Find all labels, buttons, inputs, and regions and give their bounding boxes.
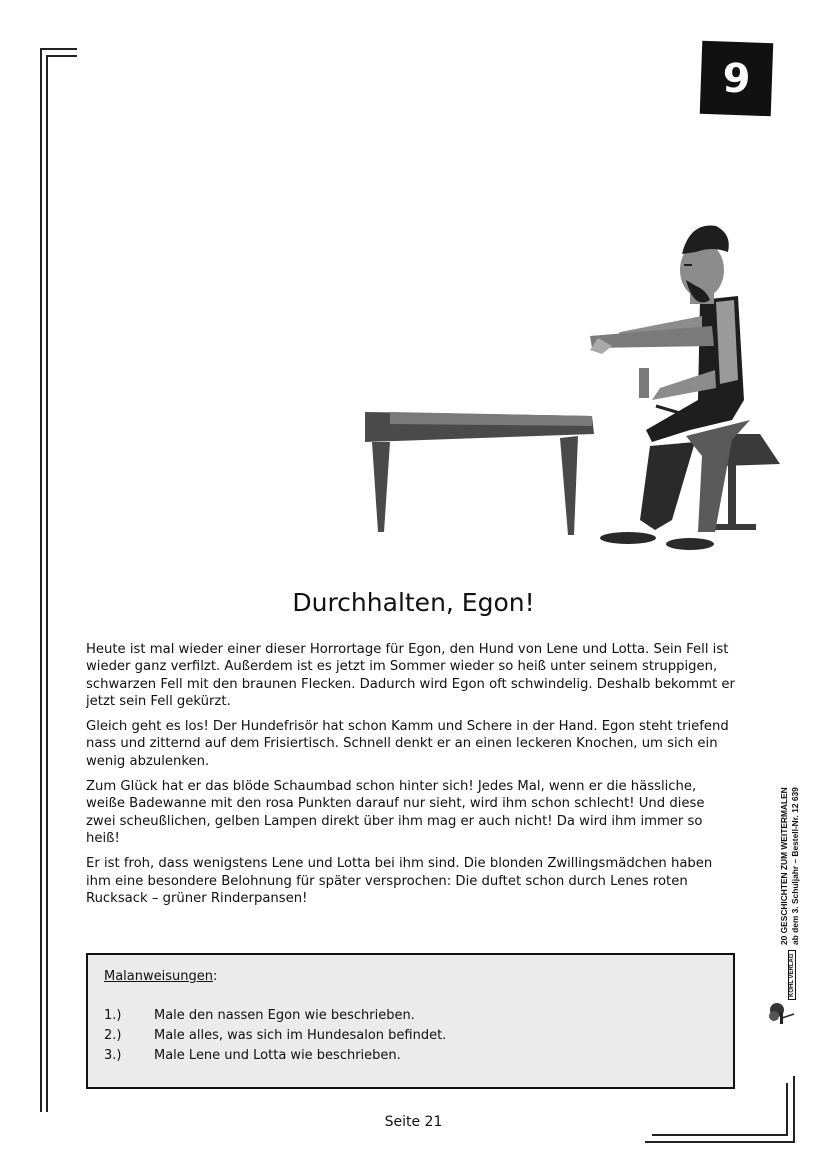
instructions-heading-text: Malanweisungen <box>104 969 213 984</box>
story-paragraph-2: Gleich geht es los! Der Hundefrisör hat schon Kamm und Schere in der Hand. Egon steht triefend nass und zitternd auf dem Frisiertisch. Schnell denkt er an einen leckeren Knochen, um sich ein wenig abzulenken. <box>86 719 729 769</box>
instruction-item <box>104 1028 446 1048</box>
publisher-logo: KOHL VERLAG <box>788 950 796 1000</box>
groomer-head <box>680 226 729 303</box>
instruction-item <box>104 1048 446 1068</box>
story-paragraph-3: Zum Glück hat er das blöde Schaumbad schon hinter sich! Jedes Mal, wenn er die hässliche, weiße Badewanne mit den rosa Punkten darauf nur sieht, wird ihm schon schlecht! Und diese zwei scheußlichen, gelben Lampen direkt über ihm mag er auch nicht! Da wird ihm immer so heiß! <box>86 779 705 846</box>
groomer-body <box>646 290 744 442</box>
instruction-number: 2.) <box>104 1028 122 1043</box>
story-number-badge: 9 <box>700 41 774 116</box>
instruction-text: Male alles, was sich im Hundesalon befindet. <box>154 1028 447 1043</box>
grooming-table <box>365 412 594 535</box>
page-footer: Seite 21 <box>384 1114 443 1130</box>
instruction-text: Male den nassen Egon wie beschrieben. <box>154 1008 415 1023</box>
drawing-instructions-box <box>86 953 735 1089</box>
story-paragraph-4: Er ist froh, dass wenigstens Lene und Lotta bei ihm sind. Die blonden Zwillingsmädchen haben ihm eine besondere Belohnung für später versprochen: Die duftet schon durch Lenes roten Rucksack – grüner Rinderpansen! <box>86 856 713 906</box>
book-order-number-side: ab dem 3. Schuljahr – Bestell-Nr. 12 639 <box>789 787 800 945</box>
instruction-text: Male Lene und Lotta wie beschrieben. <box>154 1048 401 1063</box>
instruction-number: 3.) <box>104 1048 122 1063</box>
publisher-tree-icon <box>768 1000 798 1026</box>
instructions-heading <box>104 969 217 984</box>
page-frame-top-left-inner <box>46 55 77 1112</box>
publisher-side-text <box>779 787 800 945</box>
groomer-legs <box>600 420 750 550</box>
groomer-illustration <box>360 220 785 555</box>
instruction-item <box>104 1008 446 1028</box>
story-body <box>86 641 738 915</box>
book-title-side: 20 GESCHICHTEN ZUM WEITERMALEN <box>779 787 789 945</box>
instructions-list <box>104 1008 446 1068</box>
story-paragraph-1: Heute ist mal wieder einer dieser Horrortage für Egon, den Hund von Lene und Lotta. Sein Fell ist wieder ganz verfilzt. Außerdem ist es jetzt im Sommer wieder so heiß unter seinem struppigen, schwarzen Fell mit den braunen Flecken. Dadurch wird Egon oft schwindelig. Deshalb bekommt er jetzt sein Fell gekürzt. <box>86 642 735 709</box>
instructions-heading-colon: : <box>212 969 218 984</box>
story-title: Durchhalten, Egon! <box>292 588 535 617</box>
instruction-number: 1.) <box>104 1008 122 1023</box>
